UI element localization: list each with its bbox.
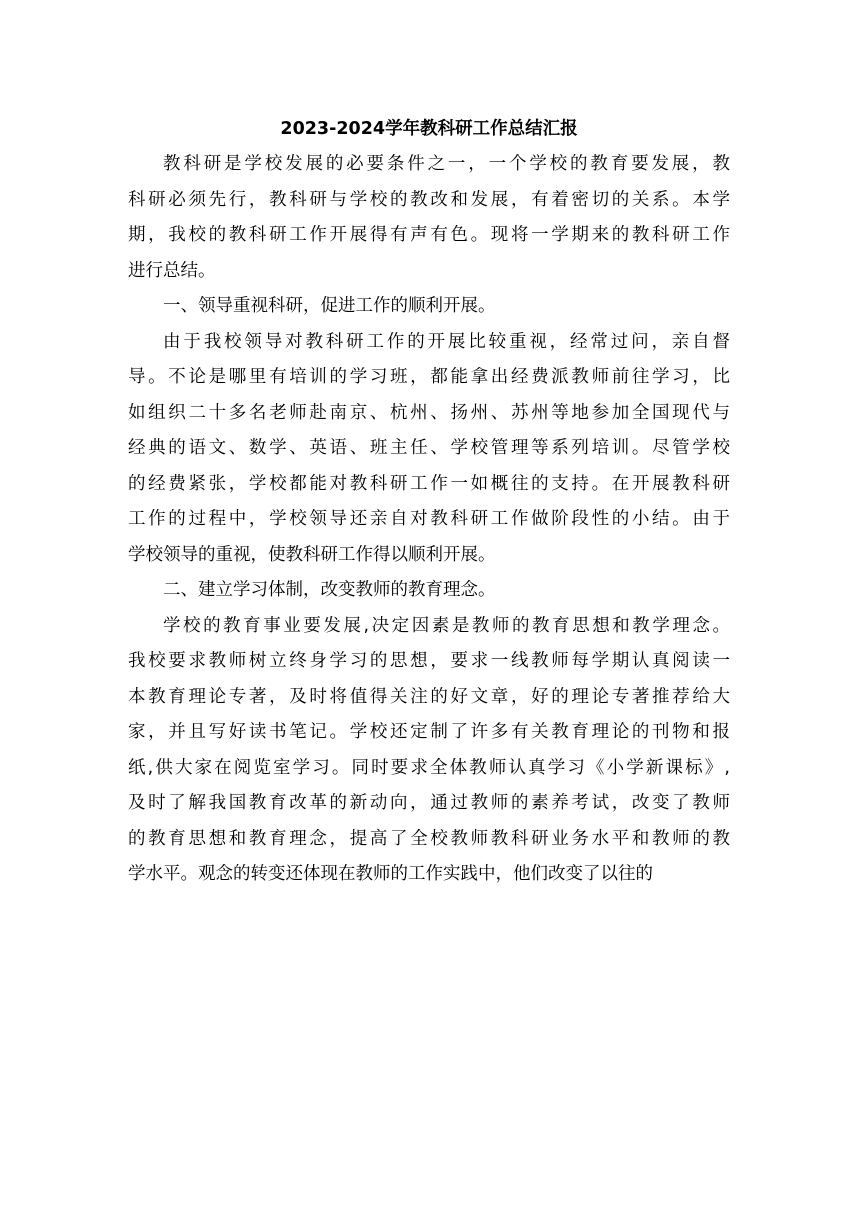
paragraph-line: 一、领导重视科研，促进工作的顺利开展。: [163, 296, 496, 316]
paragraph-line: 导。不论是哪里有培训的学习班，都能拿出经费派教师前往学习，比: [128, 367, 730, 387]
section-heading: [128, 573, 730, 609]
paragraph-list: [128, 147, 730, 893]
paragraph-line: 科研必须先行，教科研与学校的教改和发展，有着密切的关系。本学: [128, 189, 730, 210]
document-body: [128, 112, 730, 893]
paragraph-line: 二、建立学习体制，改变教师的教育理念。: [163, 580, 496, 600]
paragraph-line: 家，并且写好读书笔记。学校还定制了许多有关教育理论的刊物和报: [128, 722, 730, 742]
paragraph-line: 学水平。观念的转变还体现在教师的工作实践中，他们改变了以往的: [128, 864, 653, 884]
paragraph-line: 的教育思想和教育理念，提高了全校教师教科研业务水平和教师的教: [128, 828, 730, 849]
paragraph-line: 纸,供大家在阅览室学习。同时要求全体教师认真学习《小学新课标》,: [128, 757, 730, 778]
paragraph-line: 学校领导的重视，使教科研工作得以顺利开展。: [128, 544, 496, 565]
paragraph-line: 经典的语文、数学、英语、班主任、学校管理等系列培训。尽管学校: [128, 438, 730, 458]
body-paragraph: [128, 325, 730, 574]
paragraph-line: 教科研是学校发展的必要条件之一，一个学校的教育要发展，教: [163, 154, 730, 174]
paragraph-line: 的经费紧张，学校都能对教科研工作一如概往的支持。在开展教科研: [128, 473, 730, 494]
paragraph-line: 由于我校领导对教科研工作的开展比较重视，经常过问，亲自督: [163, 331, 730, 352]
document-title: 2023-2024学年教科研工作总结汇报: [280, 119, 578, 139]
paragraph-line: 我校要求教师树立终身学习的思想，要求一线教师每学期认真阅读一: [128, 651, 730, 671]
paragraph-line: 本教育理论专著，及时将值得关注的好文章，好的理论专著推荐给大: [128, 686, 730, 707]
paragraph-line: 工作的过程中，学校领导还亲自对教科研工作做阶段性的小结。由于: [128, 509, 730, 529]
paragraph-line: 及时了解我国教育改革的新动向，通过教师的素养考试，改变了教师: [128, 793, 730, 813]
paragraph-line: 期，我校的教科研工作开展得有声有色。现将一学期来的教科研工作: [128, 225, 730, 245]
paragraph-line: 学校的教育事业要发展,决定因素是教师的教育思想和教学理念。: [163, 615, 730, 636]
body-paragraph: [128, 609, 730, 893]
section-heading: [128, 289, 730, 325]
paragraph-line: 如组织二十多名老师赴南京、杭州、扬州、苏州等地参加全国现代与: [128, 402, 730, 423]
paragraph-line: 进行总结。: [128, 260, 216, 281]
body-paragraph: [128, 147, 730, 289]
